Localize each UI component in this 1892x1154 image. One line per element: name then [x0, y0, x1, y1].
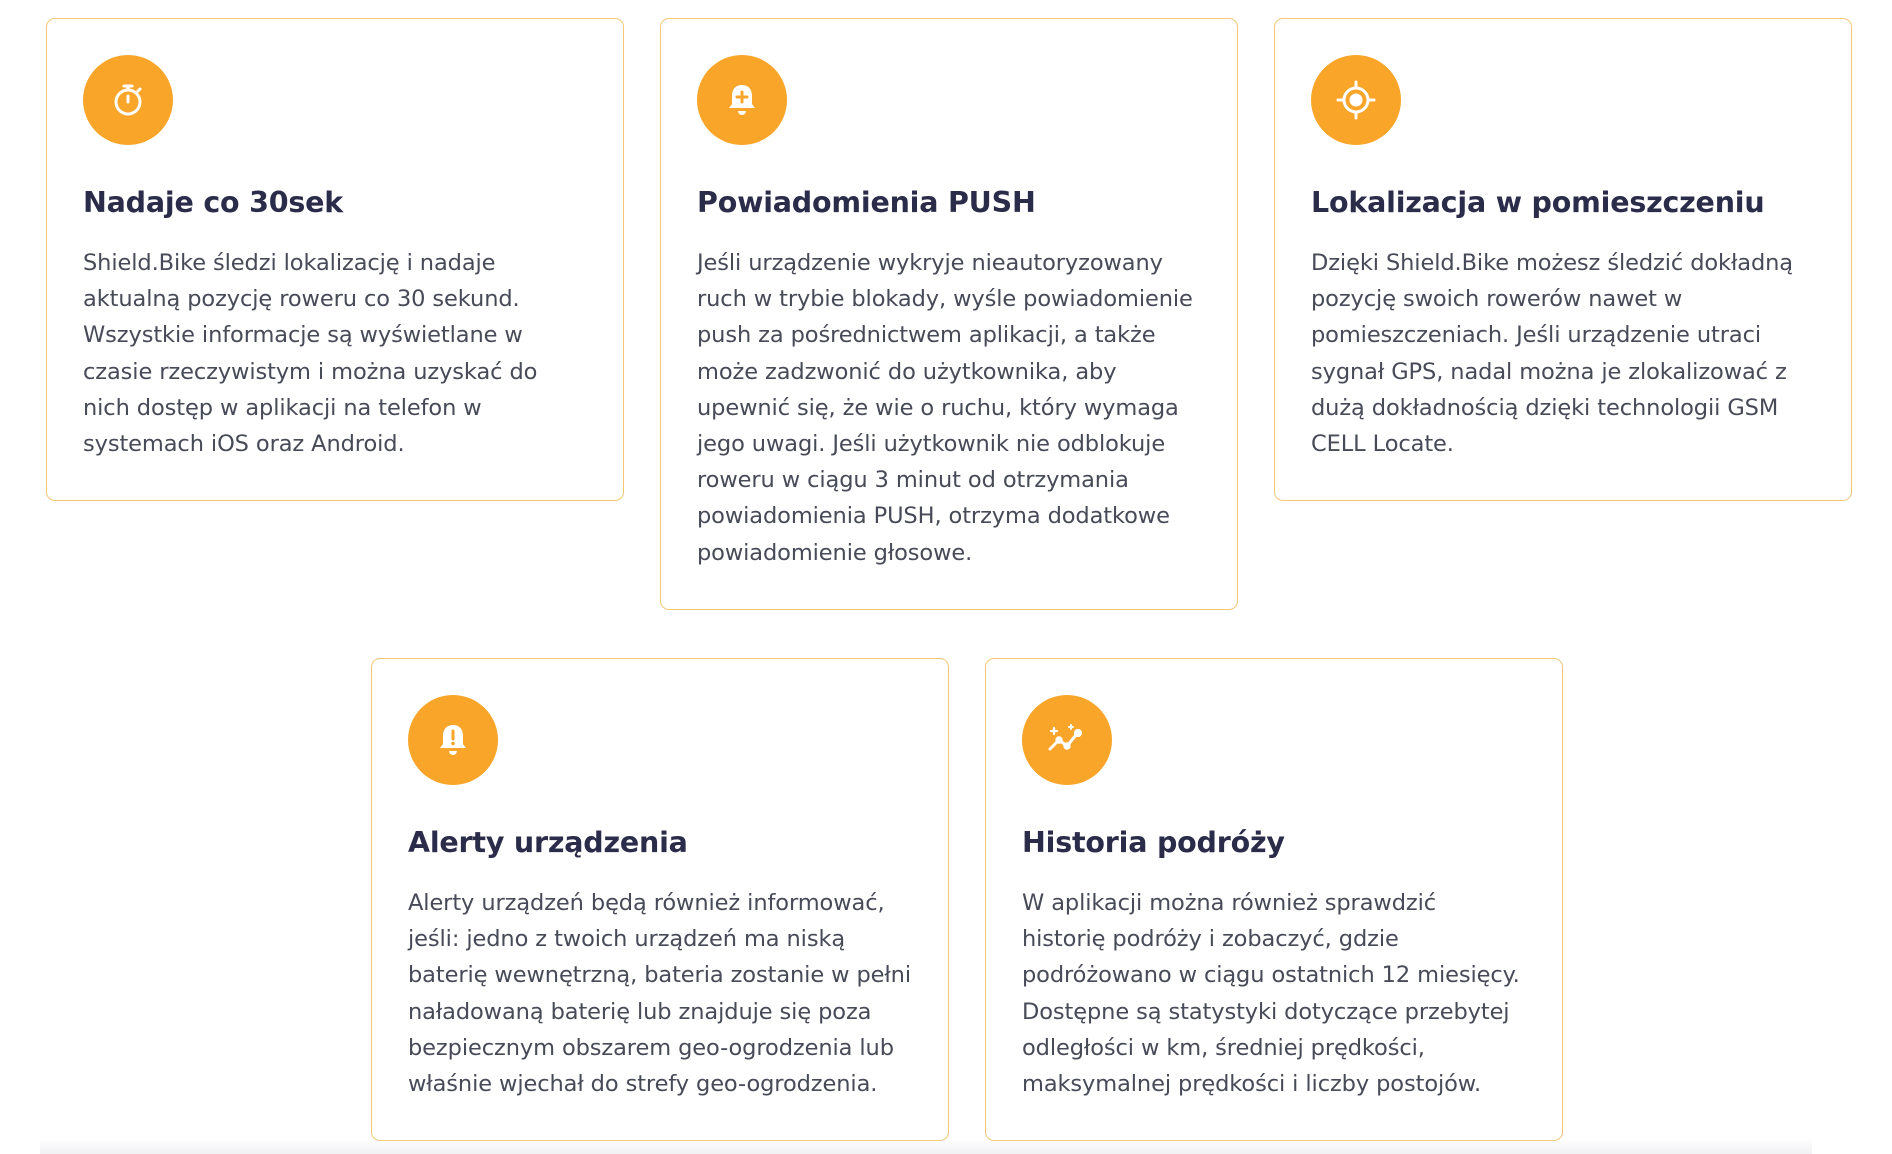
feature-card-broadcast — [46, 18, 624, 501]
crosshair-icon — [1311, 55, 1401, 145]
feature-title: Alerty urządzenia — [408, 826, 688, 859]
bell-alert-icon — [408, 695, 498, 785]
feature-description: Alerty urządzeń będą również informować, jeśli: jedno z twoich urządzeń ma niską baterię wewnętrzną, bateria zostanie w pełni naładowaną baterię lub znajduje się poza bezpiecznym obszarem geo-ogrodzenia lub właśnie wjechał do strefy geo-ogrodzenia. — [408, 890, 911, 1098]
feature-description: Jeśli urządzenie wykryje nieautoryzowany ruch w trybie blokady, wyśle powiadomienie push za pośrednictwem aplikacji, a także może zadzwonić do użytkownika, aby upewnić się, że wie o ruchu, który wymaga jego uwagi. Jeśli użytkownik nie odblokuje roweru w ciągu 3 minut od otrzymania powiadomienia PUSH, otrzyma dodatkowe powiadomienie głosowe. — [697, 250, 1193, 566]
feature-title: Powiadomienia PUSH — [697, 186, 1036, 219]
feature-card-push — [660, 18, 1238, 610]
section-bottom-shadow — [40, 1138, 1812, 1154]
feature-title: Nadaje co 30sek — [83, 186, 344, 219]
feature-description: Dzięki Shield.Bike możesz śledzić dokładną pozycję swoich rowerów nawet w pomieszczeniach. Jeśli urządzenie utraci sygnał GPS, nadal można je zlokalizować z dużą dokładnością dzięki technologii GSM CELL Locate. — [1311, 250, 1793, 458]
bell-plus-icon — [697, 55, 787, 145]
feature-card-alerts — [371, 658, 949, 1141]
feature-card-history — [985, 658, 1563, 1141]
trend-sparkle-icon — [1022, 695, 1112, 785]
stopwatch-icon — [83, 55, 173, 145]
feature-title: Historia podróży — [1022, 826, 1285, 859]
feature-card-indoor — [1274, 18, 1852, 501]
feature-description: W aplikacji można również sprawdzić historię podróży i zobaczyć, gdzie podróżowano w ciągu ostatnich 12 miesięcy. Dostępne są statystyki dotyczące przebytej odległości w km, średniej prędkości, maksymalnej prędkości i liczby postojów. — [1022, 890, 1520, 1098]
feature-description: Shield.Bike śledzi lokalizację i nadaje aktualną pozycję roweru co 30 sekund. Wszystkie informacje są wyświetlane w czasie rzeczywistym i można uzyskać do nich dostęp w aplikacji na telefon w systemach iOS oraz Android. — [83, 250, 538, 458]
feature-title: Lokalizacja w pomieszczeniu — [1311, 186, 1765, 219]
